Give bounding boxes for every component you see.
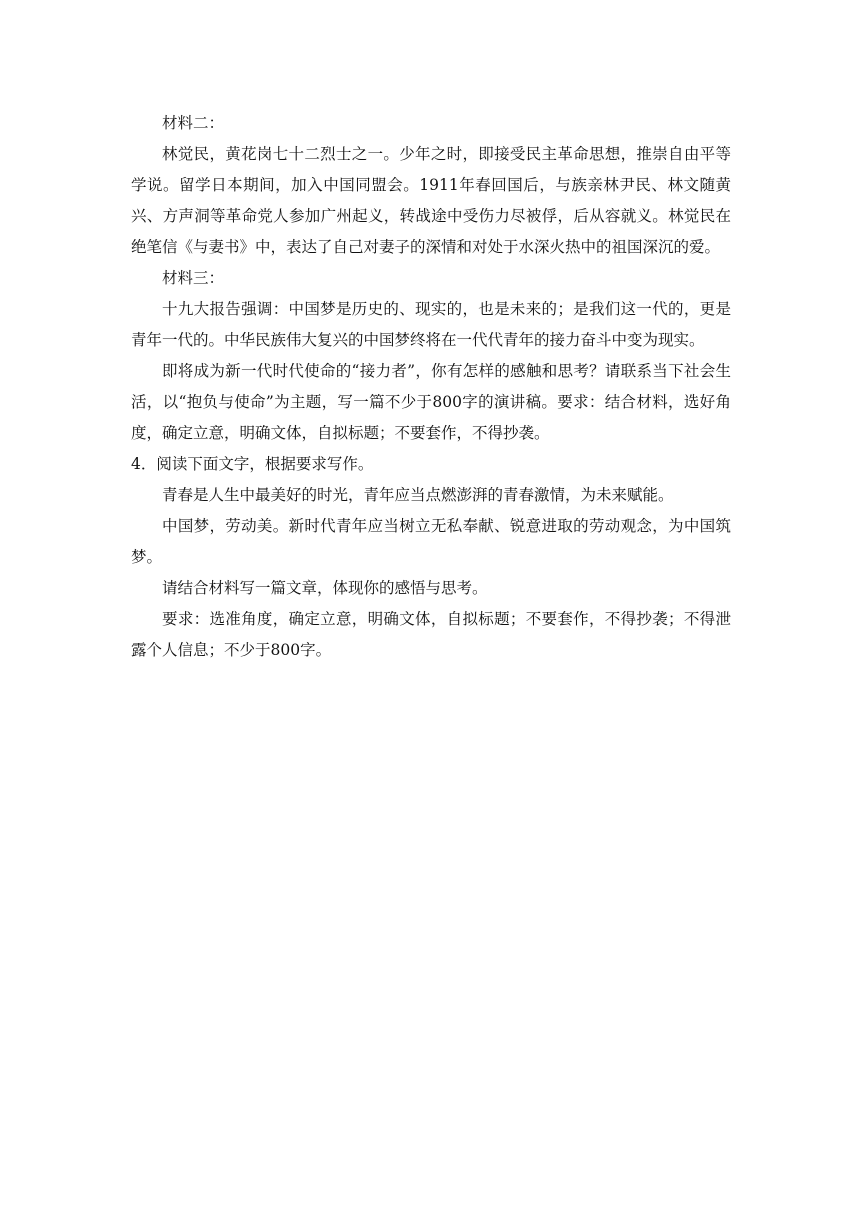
question-4-requirement: 要求：选准角度，确定立意，明确文体，自拟标题；不要套作，不得抄袭；不得泄露个人信息；不少于800字。	[131, 610, 731, 659]
material3-label: 材料三：	[162, 269, 225, 287]
question-4-paragraph-1: 青春是人生中最美好的时光，青年应当点燃澎湃的青春激情，为未来赋能。	[162, 486, 674, 504]
material2-label: 材料二：	[162, 114, 225, 132]
material3-text: 十九大报告强调：中国梦是历史的、现实的，也是未来的；是我们这一代的，更是青年一代的。中华民族伟大复兴的中国梦终将在一代代青年的接力奋斗中变为现实。	[131, 300, 731, 349]
question-4-heading: 4．阅读下面文字，根据要求写作。	[131, 455, 374, 473]
question-4-paragraph-2: 中国梦，劳动美。新时代青年应当树立无私奉献、锐意进取的劳动观念，为中国筑梦。	[131, 517, 731, 566]
question-4-paragraph-3: 请结合材料写一篇文章，体现你的感悟与思考。	[162, 579, 488, 597]
writing-prompt: 即将成为新一代时代使命的“接力者”，你有怎样的感触和思考？请联系当下社会生活，以“抱负与使命”为主题，写一篇不少于800字的演讲稿。要求：结合材料，选好角度，确定立意，明确文体，自拟标题；不要套作，不得抄袭。	[131, 362, 731, 442]
document-content	[131, 108, 731, 666]
material2-text: 林觉民，黄花岗七十二烈士之一。少年之时，即接受民主革命思想，推崇自由平等学说。留学日本期间，加入中国同盟会。1911年春回国后，与族亲林尹民、林文随黄兴、方声洞等革命党人参加广州起义，转战途中受伤力尽被俘，后从容就义。林觉民在绝笔信《与妻书》中，表达了自己对妻子的深情和对处于水深火热中的祖国深沉的爱。	[131, 145, 731, 256]
